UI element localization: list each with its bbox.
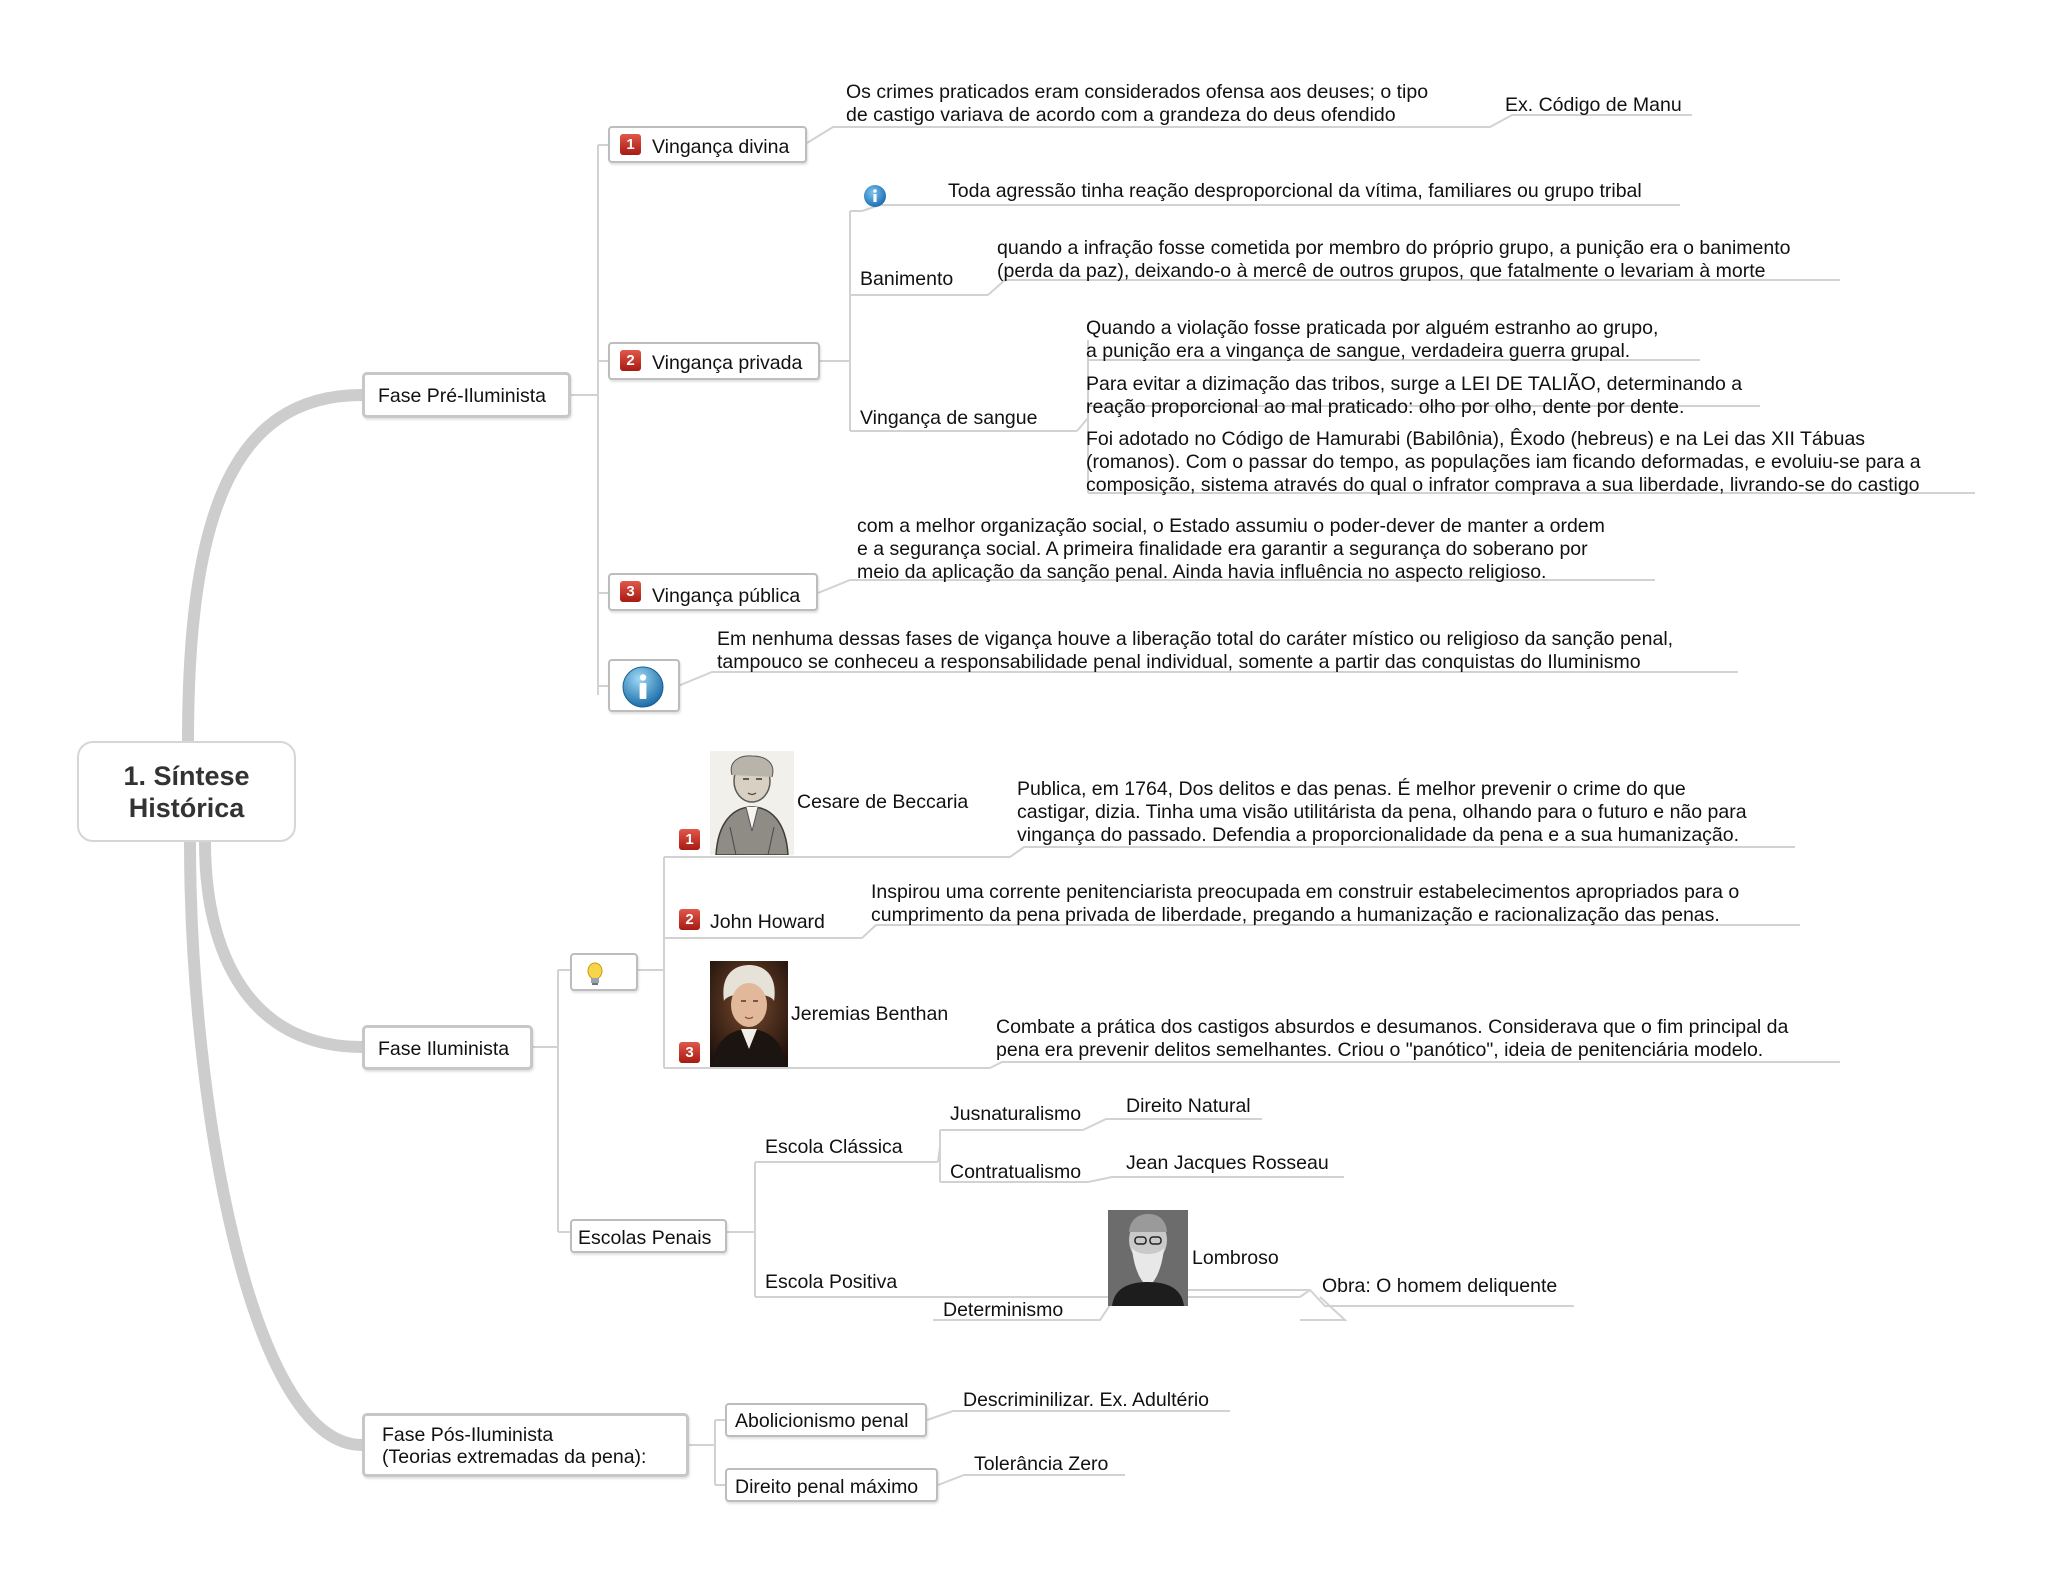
topic-vinganca-privada-label: Vingança privada	[652, 352, 803, 374]
topic-escola-classica[interactable]: Escola Clássica	[765, 1136, 903, 1158]
sangue-note-b-line2: reação proporcional ao mal praticado: olho por olho, dente por dente.	[1086, 396, 1685, 418]
topic-ideas[interactable]	[570, 953, 638, 991]
topic-fase-pre-iluminista-label: Fase Pré-Iluminista	[378, 385, 546, 407]
number-badge-icon: 1	[620, 134, 641, 155]
number-badge-icon: 3	[620, 581, 641, 602]
vinganca-publica-note-line3: meio da aplicação da sanção penal. Ainda havia influência no aspecto religioso.	[857, 561, 1547, 583]
abolicionismo-note: Descriminilizar. Ex. Adultério	[963, 1389, 1209, 1411]
topic-direito-natural[interactable]: Direito Natural	[1126, 1095, 1251, 1117]
portrait-beccaria	[710, 751, 794, 855]
root-topic[interactable]	[77, 741, 296, 842]
vinganca-publica-note-line2: e a segurança social. A primeira finalidade era garantir a segurança do soberano por	[857, 538, 1588, 560]
topic-vinganca-publica-label: Vingança pública	[652, 585, 801, 607]
topic-fase-iluminista[interactable]	[362, 1025, 533, 1070]
topic-fase-pos-iluminista[interactable]	[362, 1413, 689, 1477]
info-note-line1: Em nenhuma dessas fases de vigança houve a liberação total do caráter místico ou religioso da sanção penal,	[717, 628, 1674, 650]
example-codigo-manu: Ex. Código de Manu	[1505, 94, 1682, 116]
topic-john-howard[interactable]: John Howard	[710, 911, 825, 933]
topic-fase-iluminista-label: Fase Iluminista	[378, 1038, 510, 1060]
root-title-line1: 1. Síntese	[123, 760, 250, 791]
topic-escolas-penais-label: Escolas Penais	[578, 1227, 712, 1249]
info-icon	[862, 183, 888, 209]
topic-vinganca-de-sangue[interactable]: Vingança de sangue	[860, 407, 1038, 429]
sangue-note-a-line2: a punição era a vingança de sangue, verdadeira guerra grupal.	[1086, 340, 1631, 362]
sangue-note-a-line1: Quando a violação fosse praticada por alguém estranho ao grupo,	[1086, 317, 1659, 339]
topic-jeremias-benthan[interactable]: Jeremias Benthan	[791, 1003, 949, 1025]
topic-info[interactable]	[608, 659, 680, 712]
topic-banimento[interactable]: Banimento	[860, 268, 954, 290]
topic-vinganca-divina-label: Vingança divina	[652, 136, 790, 158]
portrait-bentham	[710, 961, 788, 1067]
number-badge-icon: 1	[679, 829, 700, 850]
topic-direito-penal-maximo[interactable]	[725, 1468, 938, 1502]
topic-abolicionismo-penal[interactable]	[725, 1403, 927, 1437]
topic-lombroso[interactable]: Lombroso	[1192, 1247, 1279, 1269]
beccaria-note-line1: Publica, em 1764, Dos delitos e das penas. É melhor prevenir o crime do que	[1017, 778, 1686, 800]
topic-fase-pos-iluminista-label-line2: (Teorias extremadas da pena):	[382, 1446, 647, 1468]
topic-determinismo[interactable]: Determinismo	[943, 1299, 1064, 1321]
vinganca-divina-note-line1: Os crimes praticados eram considerados ofensa aos deuses; o tipo	[846, 81, 1429, 103]
topic-fase-pre-iluminista[interactable]	[362, 372, 571, 418]
bentham-note-line1: Combate a prática dos castigos absurdos e desumanos. Considerava que o fim principal da	[996, 1016, 1789, 1038]
portrait-lombroso	[1108, 1210, 1188, 1306]
info-icon	[621, 665, 665, 709]
banimento-note-line1: quando a infração fosse cometida por membro do próprio grupo, a punição era o banimento	[997, 237, 1791, 259]
topic-abolicionismo-penal-label: Abolicionismo penal	[735, 1410, 909, 1432]
topic-fase-pos-iluminista-label-line1: Fase Pós-Iluminista	[382, 1424, 554, 1446]
topic-jean-jacques-rosseau[interactable]: Jean Jacques Rosseau	[1126, 1152, 1329, 1174]
vinganca-publica-note-line1: com a melhor organização social, o Estado assumiu o poder-dever de manter a ordem	[857, 515, 1605, 537]
banimento-note-line2: (perda da paz), deixando-o à mercê de outros grupos, que fatalmente o levariam à morte	[997, 260, 1766, 282]
beccaria-note-line3: vingança do passado. Defendia a proporcionalidade da pena e a sua humanização.	[1017, 824, 1740, 846]
howard-note-line2: cumprimento da pena privada de liberdade, pregando a humanização e racionalização das penas.	[871, 904, 1720, 926]
lightbulb-icon	[584, 961, 606, 987]
howard-note-line1: Inspirou uma corrente penitenciarista preocupada em construir estabelecimentos apropriados para o	[871, 881, 1740, 903]
beccaria-note-line2: castigar, dizia. Tinha uma visão utilitárista da pena, olhando para o futuro e não para	[1017, 801, 1747, 823]
topic-vinganca-publica[interactable]	[608, 573, 818, 611]
root-title-line2: Histórica	[128, 792, 245, 823]
number-badge-icon: 2	[620, 350, 641, 371]
sangue-note-c-line2: (romanos). Com o passar do tempo, as populações iam ficando deformadas, e evoluiu-se para a	[1086, 451, 1921, 473]
topic-escola-positiva[interactable]: Escola Positiva	[765, 1271, 898, 1293]
topic-vinganca-divina[interactable]	[608, 126, 807, 163]
topic-jusnaturalismo[interactable]: Jusnaturalismo	[950, 1103, 1082, 1125]
topic-vinganca-privada[interactable]	[608, 342, 820, 380]
info-note-line2: tampouco se conheceu a responsabilidade penal individual, somente a partir das conquistas do Iluminismo	[717, 651, 1641, 673]
topic-escolas-penais[interactable]	[570, 1219, 727, 1253]
topic-direito-penal-maximo-label: Direito penal máximo	[735, 1476, 919, 1498]
sangue-note-c-line1: Foi adotado no Código de Hamurabi (Babilônia), Êxodo (hebreus) e na Lei das XII Tábuas	[1086, 428, 1866, 450]
topic-obra-homem-deliquente[interactable]: Obra: O homem deliquente	[1322, 1275, 1558, 1297]
topic-cesare-de-beccaria[interactable]: Cesare de Beccaria	[797, 791, 969, 813]
number-badge-icon: 3	[679, 1042, 700, 1063]
sangue-note-b-line1: Para evitar a dizimação das tribos, surge a LEI DE TALIÃO, determinando a	[1086, 373, 1743, 395]
sangue-note-c-line3: composição, sistema através do qual o infrator comprava a sua liberdade, livrando-se do castigo	[1086, 474, 1920, 496]
vinganca-divina-note-line2: de castigo variava de acordo com a grandeza do deus ofendido	[846, 104, 1396, 126]
bentham-note-line2: pena era prevenir delitos semelhantes. Criou o "panótico", ideia de penitenciária modelo.	[996, 1039, 1764, 1061]
topic-contratualismo[interactable]: Contratualismo	[950, 1161, 1082, 1183]
number-badge-icon: 2	[679, 909, 700, 930]
vinganca-privada-info-note: Toda agressão tinha reação desproporcional da vítima, familiares ou grupo tribal	[948, 180, 1642, 202]
direito-penal-maximo-note: Tolerância Zero	[974, 1453, 1109, 1475]
